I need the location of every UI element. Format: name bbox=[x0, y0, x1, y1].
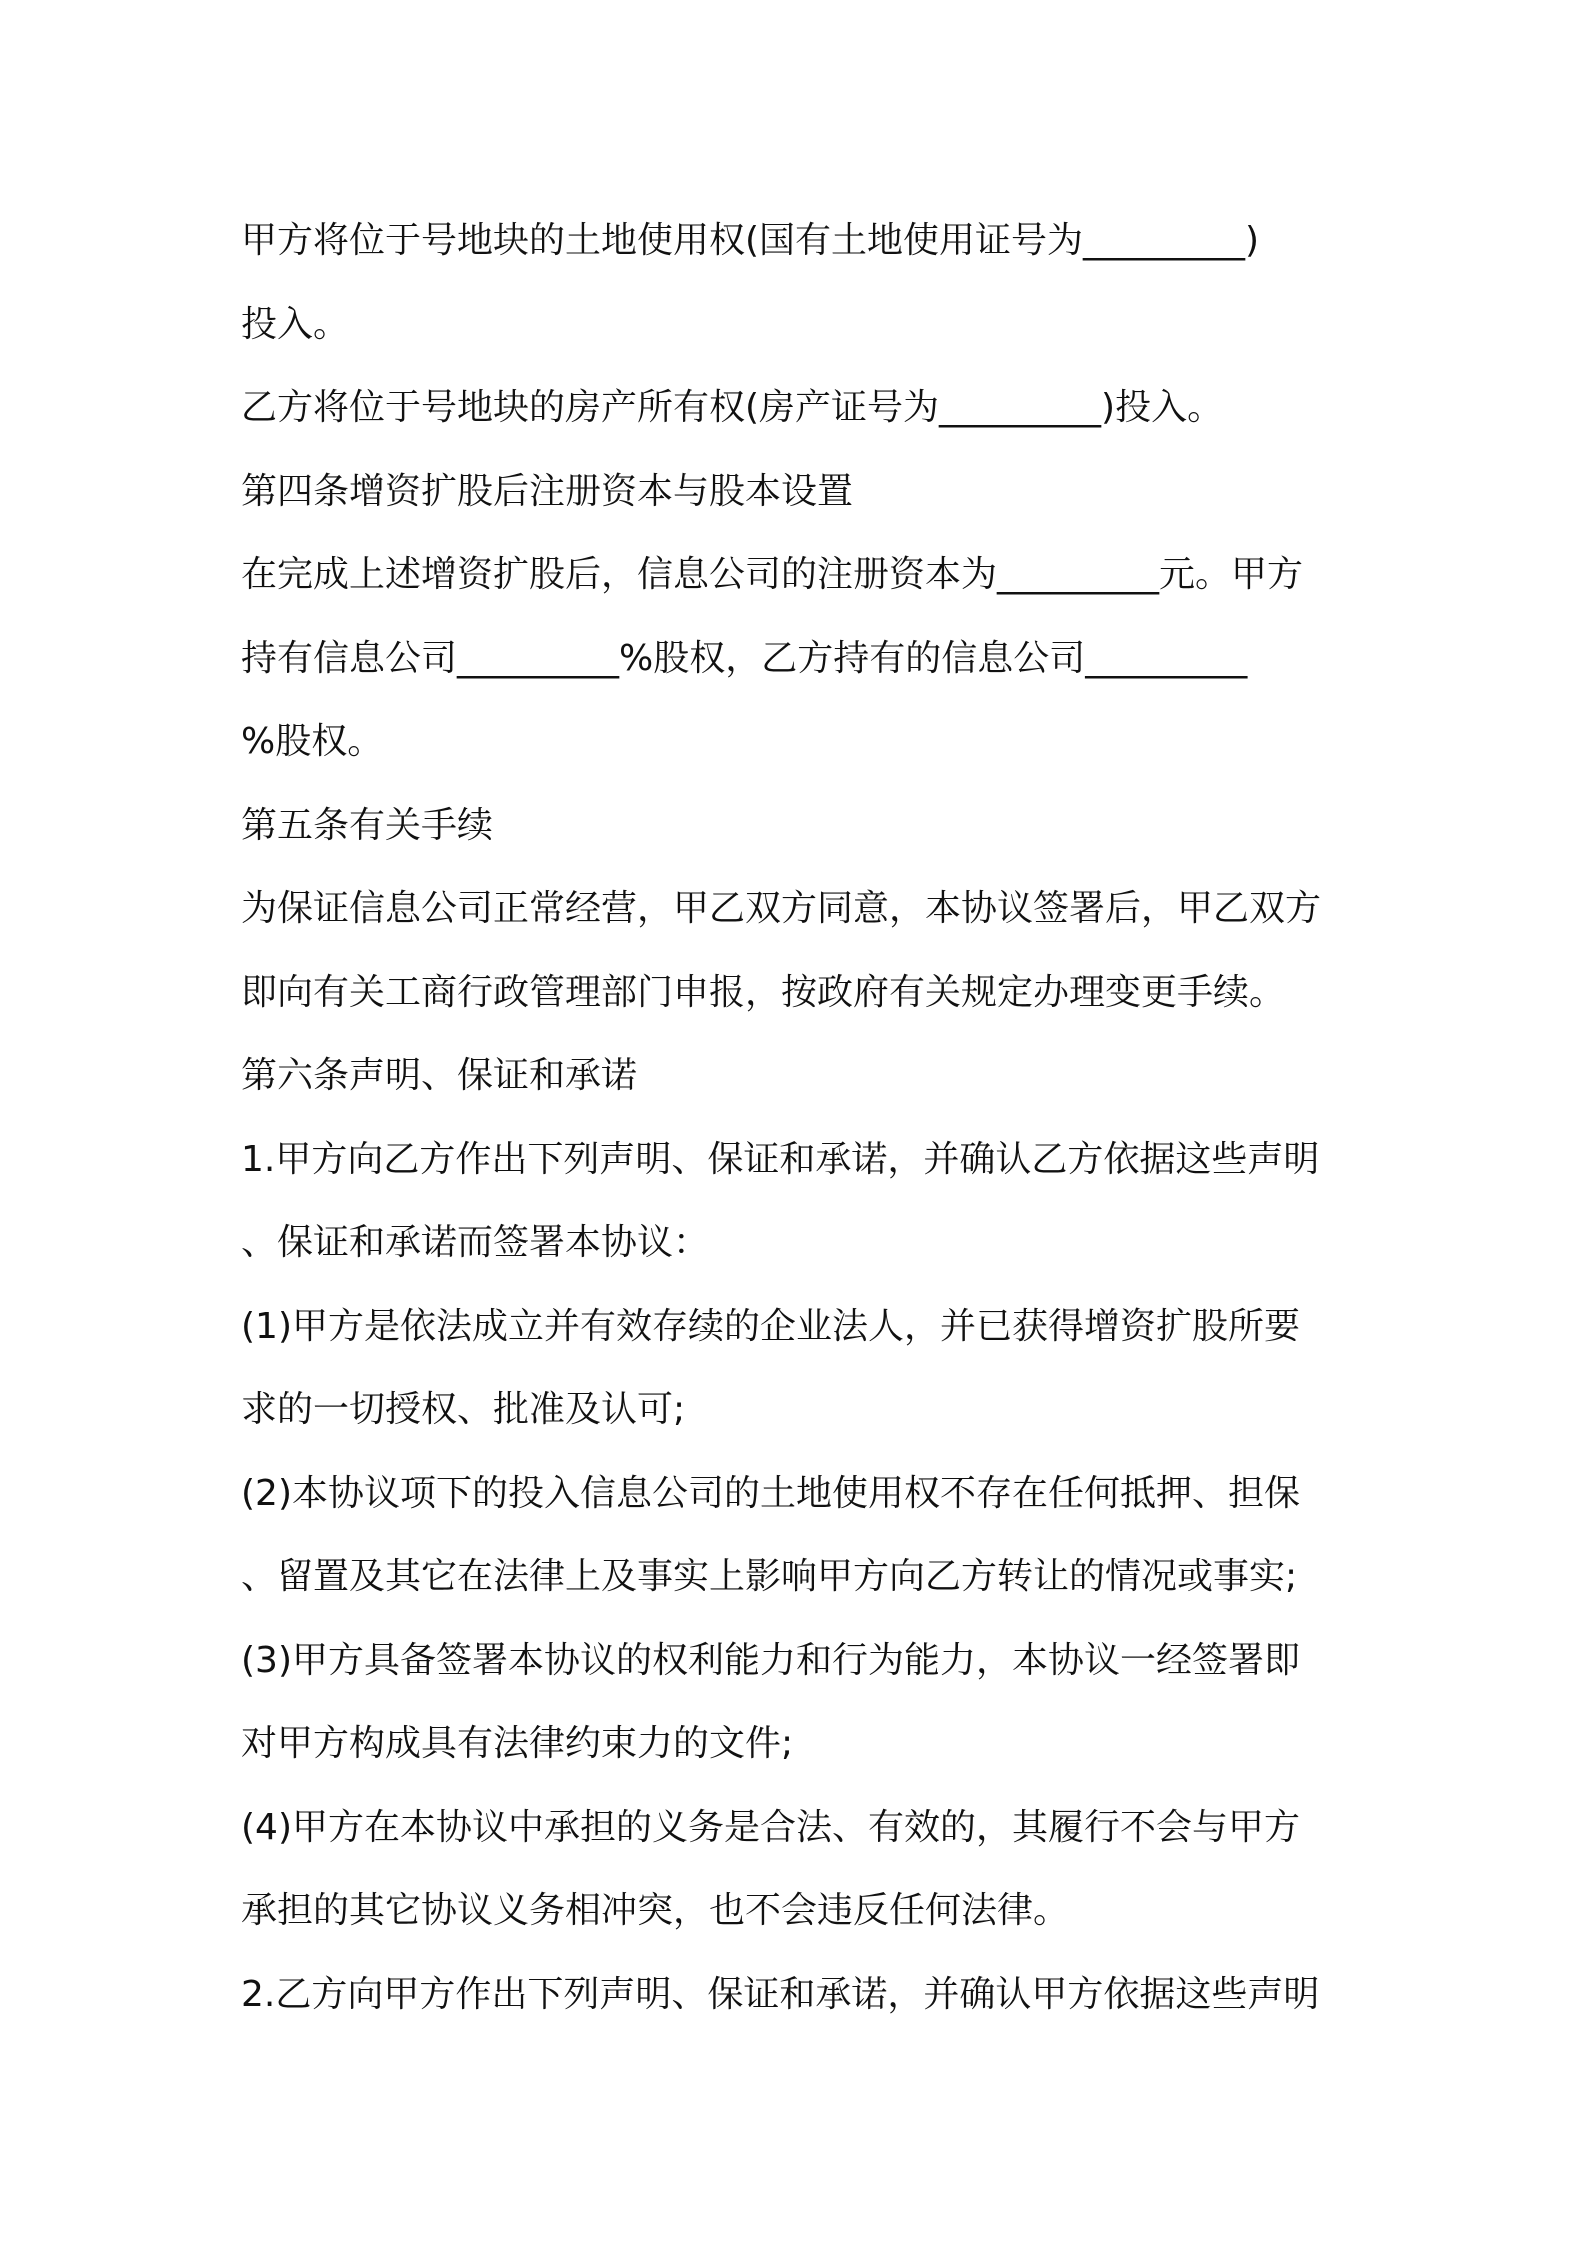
text-line: 1.甲方向乙方作出下列声明、保证和承诺，并确认乙方依据这些声明 bbox=[241, 1138, 1320, 1180]
text-line: 即向有关工商行政管理部门申报，按政府有关规定办理变更手续。 bbox=[241, 971, 1286, 1013]
text-line: (4)甲方在本协议中承担的义务是合法、有效的，其履行不会与甲方 bbox=[241, 1806, 1300, 1848]
text-line: (3)甲方具备签署本协议的权利能力和行为能力，本协议一经签署即 bbox=[241, 1639, 1300, 1681]
text-line: 投入。 bbox=[241, 303, 350, 345]
text-line: 承担的其它协议义务相冲突，也不会违反任何法律。 bbox=[241, 1890, 1070, 1931]
document-body bbox=[241, 199, 1371, 2036]
text-line: 对甲方构成具有法律约束力的文件; bbox=[241, 1723, 794, 1764]
section-heading: 第五条有关手续 bbox=[241, 804, 494, 846]
text-line: 2.乙方向甲方作出下列声明、保证和承诺，并确认甲方依据这些声明 bbox=[241, 1973, 1320, 2015]
section-heading: 第四条增资扩股后注册资本与股本设置 bbox=[241, 470, 854, 512]
text-line: 、留置及其它在法律上及事实上影响甲方向乙方转让的情况或事实; bbox=[241, 1556, 1298, 1597]
text-line: (1)甲方是依法成立并有效存续的企业法人，并已获得增资扩股所要 bbox=[241, 1305, 1300, 1347]
text-line: 为保证信息公司正常经营，甲乙双方同意，本协议签署后，甲乙双方 bbox=[241, 888, 1322, 929]
text-line: 持有信息公司_________%股权，乙方持有的信息公司_________ bbox=[241, 637, 1248, 679]
text-line: 甲方将位于号地块的土地使用权(国有土地使用证号为_________) bbox=[241, 220, 1260, 261]
section-heading: 第六条声明、保证和承诺 bbox=[241, 1055, 638, 1096]
text-line: 在完成上述增资扩股后，信息公司的注册资本为_________元。甲方 bbox=[241, 554, 1304, 595]
text-line: 、保证和承诺而签署本协议： bbox=[241, 1222, 710, 1263]
text-line: 乙方将位于号地块的房产所有权(房产证号为_________)投入。 bbox=[241, 387, 1224, 428]
text-line: (2)本协议项下的投入信息公司的土地使用权不存在任何抵押、担保 bbox=[241, 1472, 1300, 1514]
text-line: 求的一切授权、批准及认可; bbox=[241, 1389, 686, 1430]
text-line: %股权。 bbox=[241, 721, 384, 762]
